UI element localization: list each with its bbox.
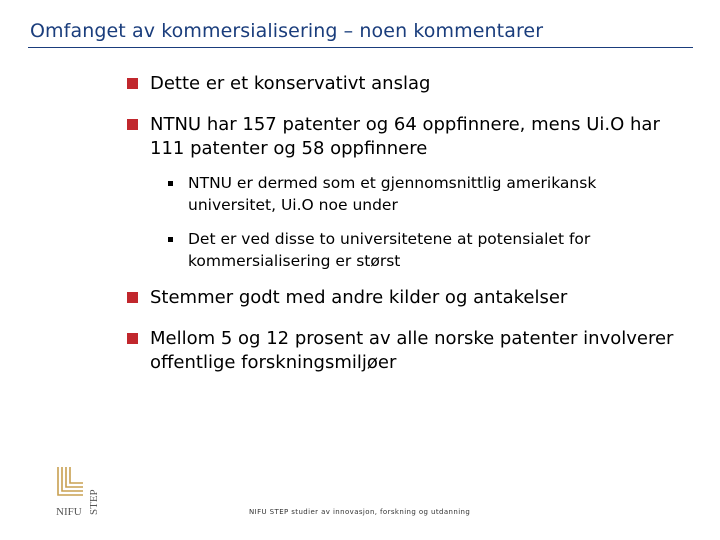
title-divider (28, 47, 693, 48)
sub-bullet-marker (168, 237, 173, 242)
bullet-list (126, 72, 686, 392)
bullet-marker (127, 333, 138, 344)
bullet-marker (127, 78, 138, 89)
bullet-marker (127, 292, 138, 303)
sub-bullet-text: NTNU er dermed som et gjennomsnittlig amerikansk universitet, Ui.O noe under (188, 174, 597, 214)
footer-text: NIFU STEP studier av innovasjon, forskning og utdanning (249, 508, 471, 516)
bullet-item (126, 327, 686, 375)
nifu-step-logo (55, 465, 105, 517)
bullet-item (126, 72, 686, 96)
svg-text:STEP: STEP (88, 489, 100, 515)
bullet-text: Stemmer godt med andre kilder og antakelser (150, 287, 568, 308)
sub-bullet-item (166, 228, 686, 272)
bullet-text: NTNU har 157 patenter og 64 oppfinnere, mens Ui.O har 111 patenter og 58 oppfinnere (150, 114, 660, 159)
svg-text:NIFU: NIFU (56, 506, 82, 517)
sub-bullet-list (126, 172, 686, 272)
sub-bullet-text: Det er ved disse to universitetene at potensialet for kommersialisering er størst (188, 230, 591, 270)
bullet-item (126, 113, 686, 161)
bullet-text: Dette er et konservativt anslag (150, 73, 431, 94)
slide-title: Omfanget av kommersialisering – noen kommentarer (30, 20, 544, 42)
bullet-marker (127, 119, 138, 130)
bullet-item (126, 286, 686, 310)
sub-bullet-marker (168, 181, 173, 186)
bullet-text: Mellom 5 og 12 prosent av alle norske patenter involverer offentlige forskningsmiljøer (150, 328, 674, 373)
sub-bullet-item (166, 172, 686, 216)
